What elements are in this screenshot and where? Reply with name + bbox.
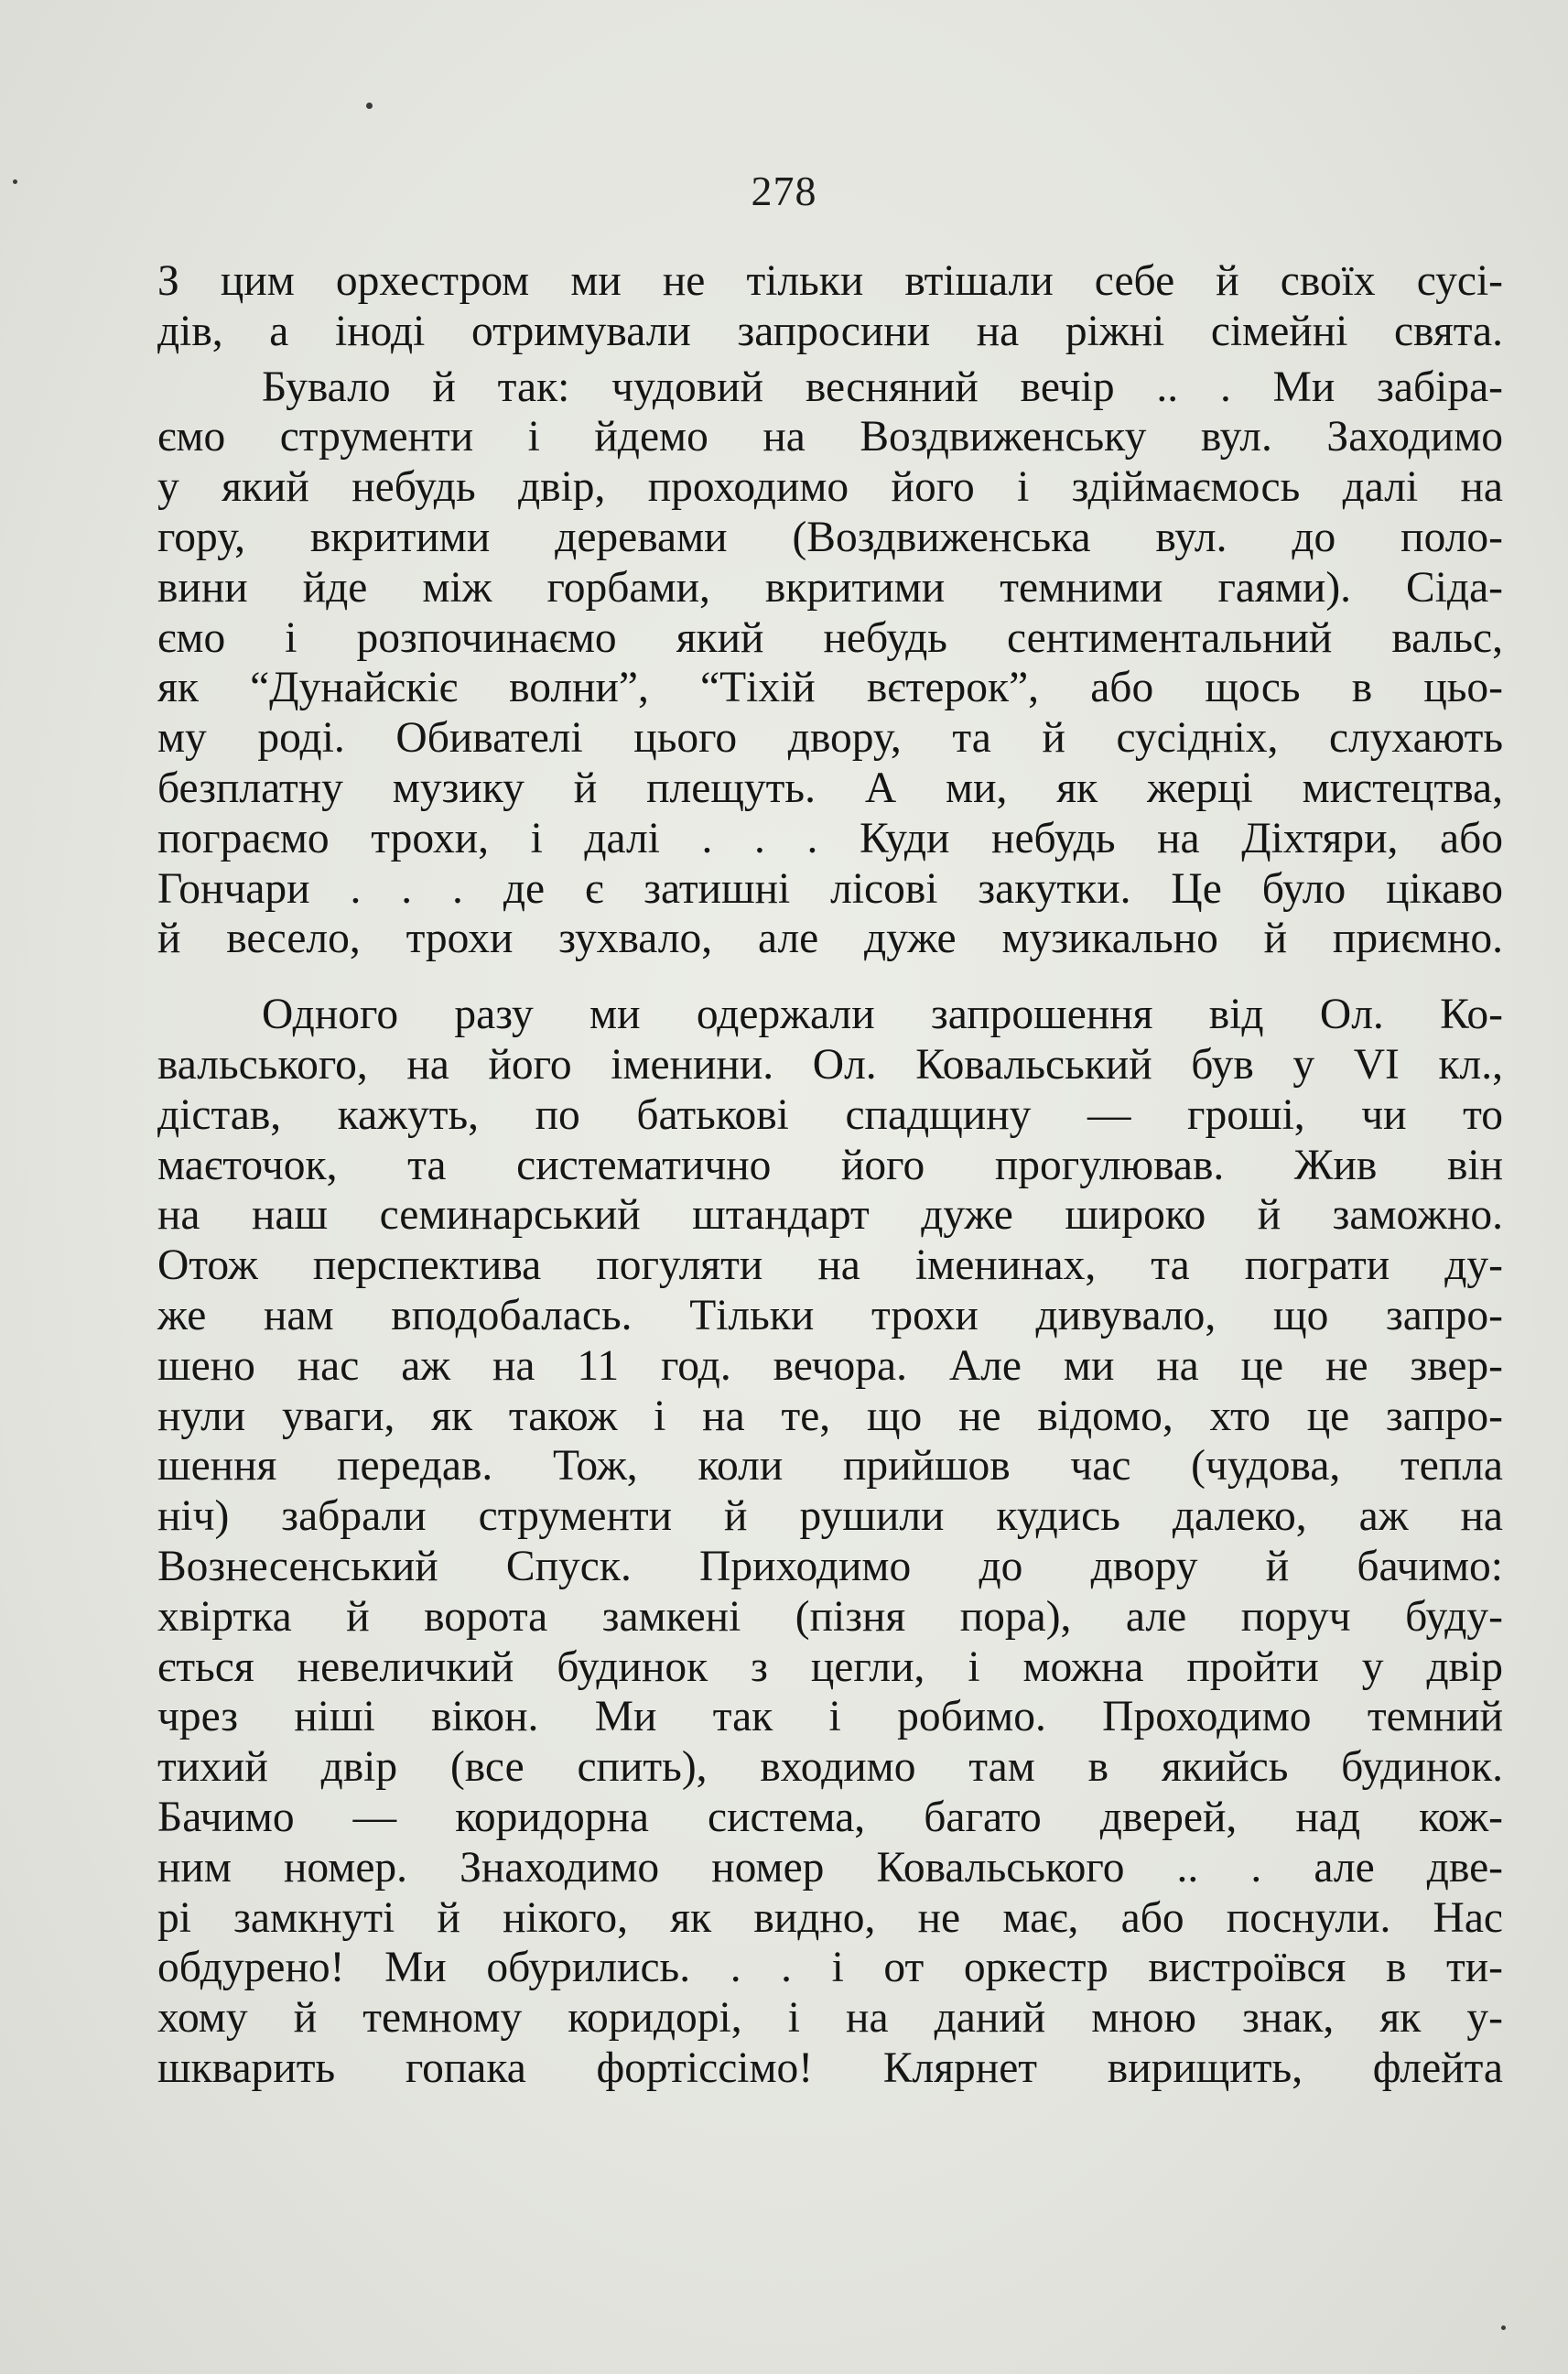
text-line: хвіртка й ворота замкені (пізня пора), але поруч буду- — [157, 1592, 1503, 1641]
text-line: дів, а іноді отримували запросини на ріжні сімейні свята. — [157, 307, 1503, 355]
text-line: шення передав. Тож, коли прийшов час (чудова, тепла — [157, 1442, 1503, 1491]
text-line: Отож перспектива погуляти на іменинах, та пограти ду- — [157, 1241, 1503, 1290]
text-line: же нам вподобалась. Тільки трохи дивувало, що запро- — [157, 1291, 1503, 1339]
text-line: Бувало й так: чудовий весняний вечір .. . Ми забіра- — [262, 363, 1503, 411]
text-line: ється невеличкий будинок з цегли, і можна пройти у двір — [157, 1642, 1503, 1691]
text-line: рі замкнуті й нікого, як видно, не має, або поснули. Нас — [157, 1893, 1503, 1942]
text-line: му роді. Обивателі цього двору, та й сусідніх, слухають — [157, 714, 1503, 763]
paragraph-gap — [157, 964, 1503, 990]
text-line: ємо і розпочинаємо який небудь сентиментальний вальс, — [157, 613, 1503, 662]
text-line: й весело, трохи зухвало, але дуже музикально й приємно. — [157, 915, 1503, 963]
text-line: чрез ніші вікон. Ми так і робимо. Проходимо темний — [157, 1693, 1503, 1741]
text-line: тихий двір (все спить), входимо там в якийсь будинок. — [157, 1743, 1503, 1792]
dust-speck — [366, 103, 373, 109]
text-line: ємо струменти і йдемо на Воздвиженську вул. Заходимо — [157, 413, 1503, 461]
text-line: шено нас аж на 11 год. вечора. Але ми на це не звер- — [157, 1341, 1503, 1390]
text-line: З цим орхестром ми не тільки втішали себе й своїх сусі- — [157, 257, 1503, 305]
text-line: ніч) забрали струменти й рушили кудись далеко, аж на — [157, 1492, 1503, 1541]
text-line: Вознесенський Спуск. Приходимо до двору й бачимо: — [157, 1542, 1503, 1590]
text-line: ним номер. Знаходимо номер Ковальського .. . але две- — [157, 1843, 1503, 1892]
text-line: хому й темному коридорі, і на даний мною знак, як у- — [157, 1994, 1503, 2043]
text-line: вини йде між горбами, вкритими темними гаями). Сіда- — [157, 563, 1503, 612]
text-line: гору, вкритими деревами (Воздвиженська вул. до поло- — [157, 513, 1503, 561]
text-line: Одного разу ми одержали запрошення від Ол. Ко- — [262, 991, 1503, 1039]
text-line: як “Дунайскіє волни”, “Тіхій вєтерок”, або щось в цьо- — [157, 664, 1503, 712]
text-line: на наш семинарський штандарт дуже широко й заможно. — [157, 1191, 1503, 1240]
text-line: Бачимо — коридорна система, багато дверей, над кож- — [157, 1793, 1503, 1841]
text-line: безплатну музику й плещуть. А ми, як жерці мистецтва, — [157, 764, 1503, 812]
text-line: нули уваги, як також і на те, що не відомо, хто це запро- — [157, 1392, 1503, 1440]
text-line: обдурено! Ми обурились. . . і от оркестр вистроївся в ти- — [157, 1944, 1503, 1992]
text-line: вальського, на його іменини. Ол. Ковальський був у VI кл., — [157, 1040, 1503, 1089]
dust-speck — [1501, 2325, 1506, 2330]
text-line: дістав, кажуть, по батькові спадщину — гроші, чи то — [157, 1090, 1503, 1139]
text-line: шкварить гопака фортіссімо! Клярнет вирищить, флейта — [157, 2043, 1503, 2092]
text-line: у який небудь двір, проходимо його і здіймаємось далі на — [157, 463, 1503, 512]
text-line: пограємо трохи, і далі . . . Куди небудь на Діхтяри, або — [157, 814, 1503, 862]
text-line: маєточок, та систематично його прогулював. Жив він — [157, 1141, 1503, 1189]
dust-speck — [13, 179, 17, 184]
text-line: Гончари . . . де є затишні лісові закутки. Це було цікаво — [157, 864, 1503, 913]
page-number: 278 — [751, 168, 817, 214]
body-text — [157, 256, 1503, 2094]
